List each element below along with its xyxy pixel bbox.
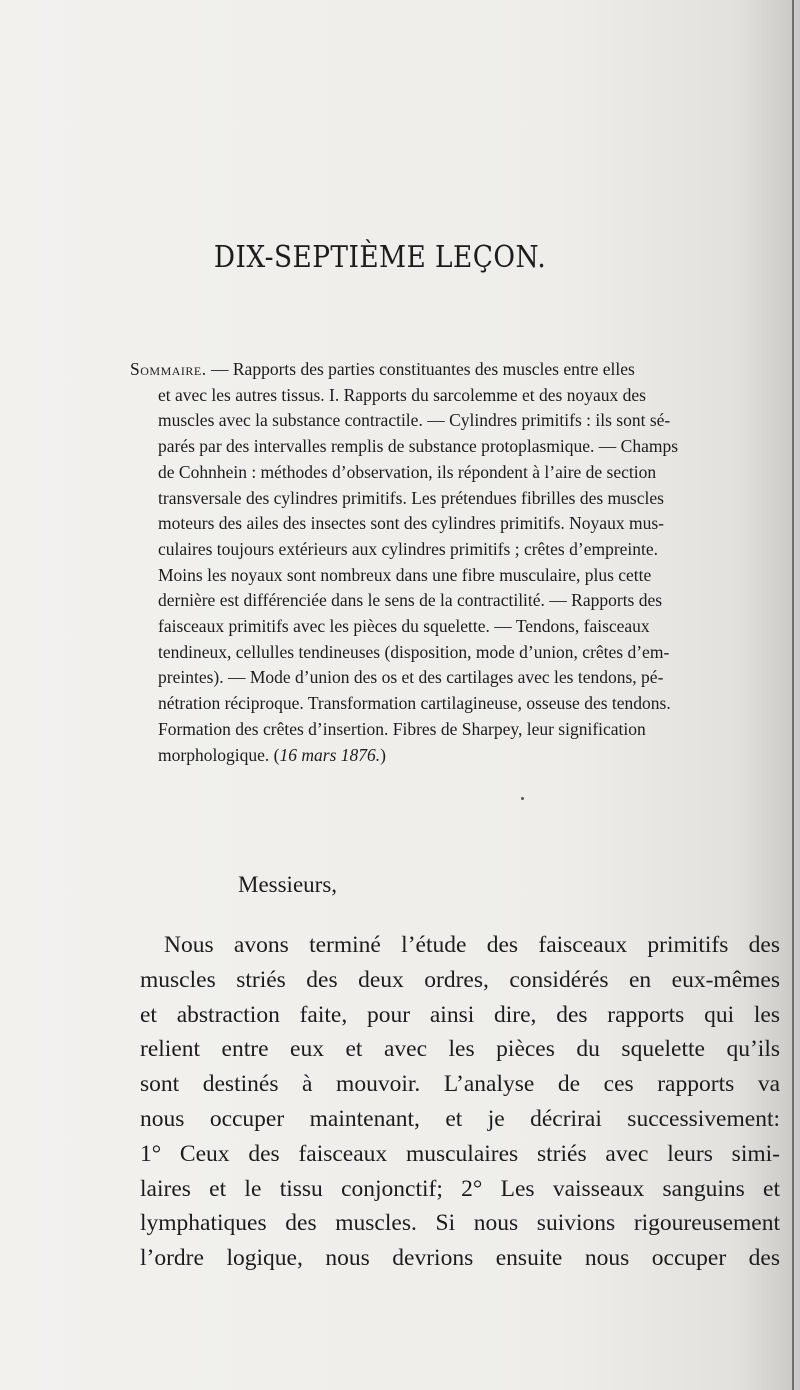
body-line: Nous avons terminé l’étude des faisceaux primitifs des (164, 932, 780, 958)
summary-line: preintes). — Mode d’union des os et des cartilages avec les tendons, pé- (158, 667, 664, 688)
summary-line: muscles avec la substance contractile. — Cylindres primitifs : ils sont sé- (158, 410, 671, 431)
summary-line: nétration réciproque. Transformation cartilagineuse, osseuse des tendons. (158, 693, 671, 714)
body-line: relient entre eux et avec les pièces du squelette qu’ils (140, 1036, 780, 1063)
body-line: nous occuper maintenant, et je décrirai successivement: (140, 1105, 780, 1132)
summary-line: Sommaire. — Rapports des parties constituantes des muscles entre elles (130, 359, 635, 379)
summary-line: Formation des crêtes d’insertion. Fibres de Sharpey, leur signification (158, 718, 646, 739)
ink-speck (521, 797, 524, 800)
summary-line: tendineux, cellulles tendineuses (disposition, mode d’union, crêtes d’em- (158, 641, 670, 662)
lesson-summary (130, 357, 780, 768)
body-line: l’ordre logique, nous devrions ensuite nous occuper des (140, 1245, 780, 1272)
body-line: muscles striés des deux ordres, considérés en eux-mêmes (140, 966, 780, 993)
summary-line: faisceaux primitifs avec les pièces du squelette. — Tendons, faisceaux (158, 616, 650, 637)
salutation: Messieurs, (238, 872, 338, 897)
body-line: et abstraction faite, pour ainsi dire, des rapports qui les (140, 1001, 780, 1028)
summary-line: culaires toujours extérieurs aux cylindres primitifs ; crêtes d’empreinte. (158, 538, 659, 559)
summary-line: Moins les noyaux sont nombreux dans une fibre musculaire, plus cette (158, 564, 652, 585)
summary-line: moteurs des ailes des insectes sont des cylindres primitifs. Noyaux mus- (158, 513, 664, 534)
summary-line: morphologique. (16 mars 1876.) (158, 744, 386, 765)
summary-line: parés par des intervalles remplis de substance protoplasmique. — Champs (158, 436, 679, 457)
summary-line: de Cohnhein : méthodes d’observation, ils répondent à l’aire de section (158, 461, 657, 482)
body-line: laires et le tissu conjonctif; 2° Les vaisseaux sanguins et (140, 1175, 780, 1202)
body-paragraph (140, 928, 780, 1276)
summary-label: Sommaire. (130, 359, 207, 379)
body-line: sont destinés à mouvoir. L’analyse de ces rapports va (140, 1071, 780, 1098)
body-line: 1° Ceux des faisceaux musculaires striés avec leurs simi- (140, 1140, 780, 1167)
body-line: lymphatiques des muscles. Si nous suivions rigoureusement (140, 1210, 780, 1237)
summary-line: dernière est différenciée dans le sens de la contractilité. — Rapports des (158, 590, 663, 611)
page-edge-shadow (792, 0, 794, 1390)
summary-line: transversale des cylindres primitifs. Les prétendues fibrilles des muscles (158, 487, 664, 508)
summary-date: 16 mars 1876. (279, 744, 381, 765)
summary-line: et avec les autres tissus. I. Rapports du sarcolemme et des noyaux des (158, 384, 646, 405)
lesson-title: DIX-SEPTIÈME LEÇON. (213, 240, 547, 275)
